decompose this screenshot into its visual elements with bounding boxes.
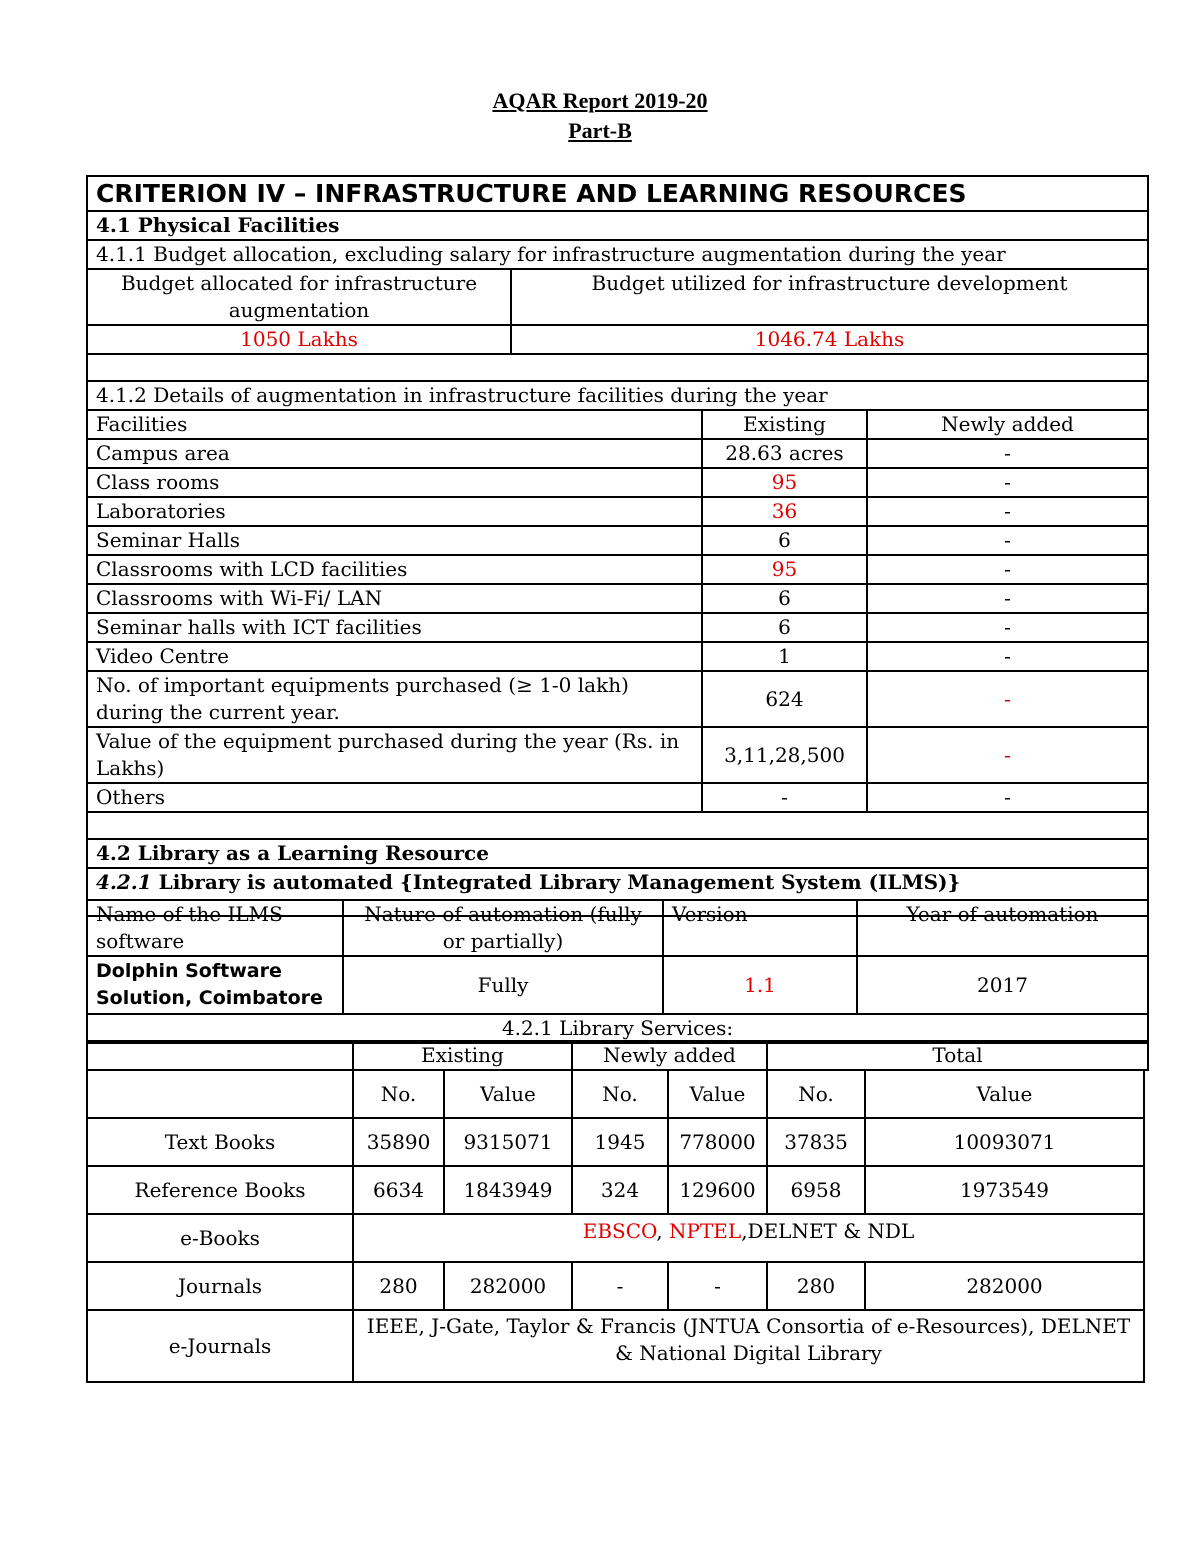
facility-existing: 95 bbox=[702, 468, 867, 497]
facility-name: Seminar Halls bbox=[87, 526, 702, 555]
report-part: Part-B bbox=[568, 118, 632, 143]
facility-name: Class rooms bbox=[87, 468, 702, 497]
ebooks-ebsco: EBSCO bbox=[582, 1219, 657, 1243]
library-cell: 1843949 bbox=[444, 1166, 572, 1214]
ebooks-nptel: NPTEL bbox=[669, 1219, 742, 1243]
library-cell: 282000 bbox=[865, 1262, 1144, 1310]
facility-row bbox=[87, 613, 1148, 642]
facility-new: - bbox=[867, 497, 1148, 526]
facility-name: Classrooms with LCD facilities bbox=[87, 555, 702, 584]
library-services-table bbox=[86, 1069, 1145, 1383]
spacer-row bbox=[87, 812, 1148, 839]
facility-new: - bbox=[867, 642, 1148, 671]
ilms-software-name: Dolphin Software Solution, Coimbatore bbox=[87, 956, 343, 1014]
facility-new: - bbox=[867, 727, 1148, 783]
library-cell: 6958 bbox=[767, 1166, 865, 1214]
library-heading: 4.2 Library as a Learning Resource bbox=[87, 839, 1148, 868]
sub-header: Value bbox=[444, 1070, 572, 1118]
library-cell: 37835 bbox=[767, 1118, 865, 1166]
facility-row bbox=[87, 468, 1148, 497]
physical-facilities-heading: 4.1 Physical Facilities bbox=[87, 211, 1148, 240]
sub-header: No. bbox=[767, 1070, 865, 1118]
library-cell: 324 bbox=[572, 1166, 668, 1214]
library-row-label: Text Books bbox=[87, 1118, 353, 1166]
library-row-label: Journals bbox=[87, 1262, 353, 1310]
facility-row bbox=[87, 555, 1148, 584]
library-row-label: e-Journals bbox=[87, 1310, 353, 1382]
facility-row bbox=[87, 727, 1148, 783]
facility-new: - bbox=[867, 468, 1148, 497]
facility-new: - bbox=[867, 526, 1148, 555]
col-facilities: Facilities bbox=[87, 410, 702, 439]
facility-existing: 6 bbox=[702, 526, 867, 555]
budget-utilized-value: 1046.74 Lakhs bbox=[511, 325, 1148, 354]
ilms-col-version: Version bbox=[663, 900, 857, 956]
facility-existing: 6 bbox=[702, 584, 867, 613]
facility-existing: 624 bbox=[702, 671, 867, 727]
facility-new: - bbox=[867, 671, 1148, 727]
facility-existing: - bbox=[702, 783, 867, 812]
library-cell: 9315071 bbox=[444, 1118, 572, 1166]
library-row bbox=[87, 1262, 1144, 1310]
facility-row bbox=[87, 439, 1148, 468]
ilms-heading-text: Library is automated {Integrated Library Management System (ILMS)} bbox=[151, 870, 961, 894]
group-newly-added: Newly added bbox=[572, 1041, 767, 1070]
facility-row bbox=[87, 783, 1148, 812]
facility-existing: 95 bbox=[702, 555, 867, 584]
sub-header: No. bbox=[353, 1070, 444, 1118]
services-group-header bbox=[86, 1040, 1149, 1071]
augmentation-heading: 4.1.2 Details of augmentation in infrastructure facilities during the year bbox=[87, 381, 1148, 410]
services-label-header bbox=[87, 1070, 353, 1118]
ilms-table bbox=[86, 899, 1149, 1044]
sub-header: Value bbox=[865, 1070, 1144, 1118]
budget-heading: 4.1.1 Budget allocation, excluding salary for infrastructure augmentation during the year bbox=[87, 240, 1148, 269]
library-row bbox=[87, 1310, 1144, 1382]
library-row-label: Reference Books bbox=[87, 1166, 353, 1214]
facility-row bbox=[87, 526, 1148, 555]
facility-name: Campus area bbox=[87, 439, 702, 468]
library-cell: 778000 bbox=[668, 1118, 767, 1166]
ebooks-rest: ,DELNET & NDL bbox=[741, 1219, 915, 1243]
ejournals-resources: IEEE, J-Gate, Taylor & Francis (JNTUA Consortia of e-Resources), DELNET & National Digital Library bbox=[353, 1310, 1144, 1382]
group-total: Total bbox=[767, 1041, 1148, 1070]
ilms-number: 4.2.1 bbox=[96, 870, 152, 894]
library-cell: 10093071 bbox=[865, 1118, 1144, 1166]
library-row bbox=[87, 1118, 1144, 1166]
facility-new: - bbox=[867, 783, 1148, 812]
library-cell: 129600 bbox=[668, 1166, 767, 1214]
facility-existing: 36 bbox=[702, 497, 867, 526]
facility-name: Classrooms with Wi-Fi/ LAN bbox=[87, 584, 702, 613]
facility-name: Laboratories bbox=[87, 497, 702, 526]
budget-allocated-label: Budget allocated for infrastructure augmentation bbox=[87, 269, 511, 325]
col-newly-added: Newly added bbox=[867, 410, 1148, 439]
library-cell: 6634 bbox=[353, 1166, 444, 1214]
library-services-heading: 4.2.1 Library Services: bbox=[87, 1014, 1148, 1043]
library-row bbox=[87, 1214, 1144, 1262]
facility-new: - bbox=[867, 584, 1148, 613]
library-cell: 280 bbox=[767, 1262, 865, 1310]
sub-header: Value bbox=[668, 1070, 767, 1118]
library-cell: 1945 bbox=[572, 1118, 668, 1166]
library-cell: 1973549 bbox=[865, 1166, 1144, 1214]
ilms-year: 2017 bbox=[857, 956, 1148, 1014]
library-cell: - bbox=[572, 1262, 668, 1310]
facility-name: Value of the equipment purchased during the year (Rs. in Lakhs) bbox=[87, 727, 702, 783]
report-title: AQAR Report 2019-20 bbox=[492, 88, 708, 113]
ilms-nature: Fully bbox=[343, 956, 663, 1014]
criterion-heading: CRITERION IV – INFRASTRUCTURE AND LEARNING RESOURCES bbox=[87, 176, 1148, 211]
library-cell: 35890 bbox=[353, 1118, 444, 1166]
sub-header: No. bbox=[572, 1070, 668, 1118]
facility-name: Video Centre bbox=[87, 642, 702, 671]
facility-new: - bbox=[867, 555, 1148, 584]
facility-name: No. of important equipments purchased (≥ 1-0 lakh) during the current year. bbox=[87, 671, 702, 727]
library-cell: - bbox=[668, 1262, 767, 1310]
col-existing: Existing bbox=[702, 410, 867, 439]
ebooks-sep: , bbox=[656, 1219, 669, 1243]
facility-new: - bbox=[867, 439, 1148, 468]
facility-new: - bbox=[867, 613, 1148, 642]
ebooks-resources bbox=[353, 1214, 1144, 1262]
spacer-row bbox=[87, 354, 1148, 381]
facility-existing: 28.63 acres bbox=[702, 439, 867, 468]
library-cell: 282000 bbox=[444, 1262, 572, 1310]
infrastructure-table bbox=[86, 175, 1149, 917]
facility-name: Seminar halls with ICT facilities bbox=[87, 613, 702, 642]
ilms-col-software: Name of the ILMS software bbox=[87, 900, 343, 956]
library-row bbox=[87, 1166, 1144, 1214]
group-existing: Existing bbox=[353, 1041, 572, 1070]
facility-row bbox=[87, 584, 1148, 613]
library-cell: 280 bbox=[353, 1262, 444, 1310]
facility-row bbox=[87, 497, 1148, 526]
facility-row bbox=[87, 642, 1148, 671]
library-row-label: e-Books bbox=[87, 1214, 353, 1262]
facility-existing: 3,11,28,500 bbox=[702, 727, 867, 783]
facility-existing: 1 bbox=[702, 642, 867, 671]
facility-name: Others bbox=[87, 783, 702, 812]
budget-allocated-value: 1050 Lakhs bbox=[87, 325, 511, 354]
budget-utilized-label: Budget utilized for infrastructure development bbox=[511, 269, 1148, 325]
ilms-version: 1.1 bbox=[663, 956, 857, 1014]
facility-existing: 6 bbox=[702, 613, 867, 642]
services-blank-cell bbox=[87, 1041, 353, 1070]
facility-row bbox=[87, 671, 1148, 727]
ilms-col-year: Year of automation bbox=[857, 900, 1148, 956]
ilms-col-nature: Nature of automation (fully or partially) bbox=[343, 900, 663, 956]
